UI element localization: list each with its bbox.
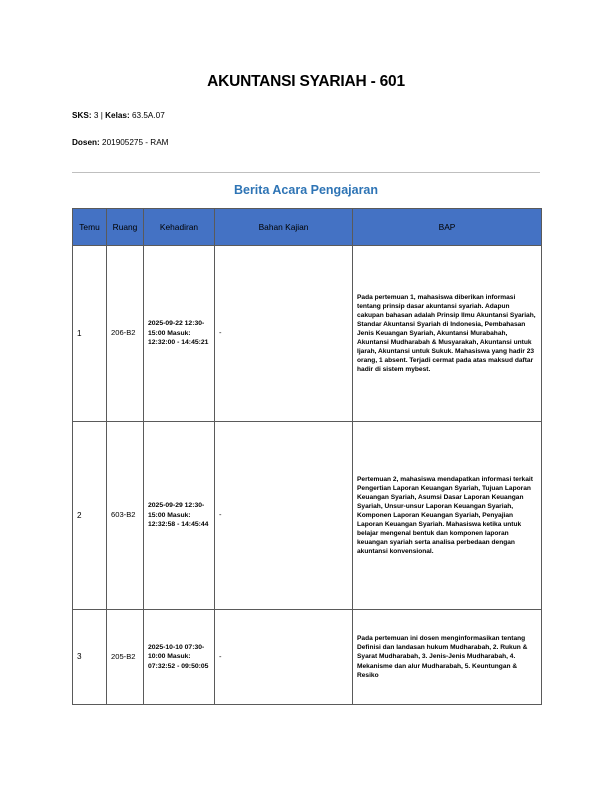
sks-kelas-line [72,111,165,120]
sks-value: 3 [93,111,99,120]
table-row [73,246,542,422]
divider [72,172,540,173]
col-header-bahan-kajian: Bahan Kajian [215,209,353,246]
cell-ruang: 603-B2 [107,422,144,610]
col-header-kehadiran: Kehadiran [144,209,215,246]
cell-kehadiran: 2025-09-29 12:30-15:00 Masuk: 12:32:58 - 14:45:44 [144,422,215,610]
cell-bahan-kajian: - [215,610,353,705]
dosen-label: Dosen: [72,138,100,147]
cell-bap: Pada pertemuan ini dosen menginformasikan tentang Definisi dan landasan hukum Mudharabah, 2. Rukun & Syarat Mudharabah, 3. Jenis-Jenis Mudharabah, 4. Mekanisme dan alur Mudharabah, 5. Keuntungan & Resiko [353,610,542,705]
cell-temu: 3 [73,610,107,705]
dosen-value: 201905275 - RAM [102,138,169,147]
col-header-ruang: Ruang [107,209,144,246]
cell-bahan-kajian: - [215,422,353,610]
cell-ruang: 205-B2 [107,610,144,705]
meta-separator: | [100,111,103,120]
cell-kehadiran: 2025-09-22 12:30-15:00 Masuk: 12:32:00 - 14:45:21 [144,246,215,422]
cell-temu: 1 [73,246,107,422]
sks-label: SKS: [72,111,92,120]
cell-bahan-kajian: - [215,246,353,422]
col-header-temu: Temu [73,209,107,246]
cell-bap: Pada pertemuan 1, mahasiswa diberikan informasi tentang prinsip dasar akuntansi syariah. Adapun cakupan bahasan adalah Prinsip Ilmu Akuntansi Syariah, Standar Akuntansi Syariah di Indonesia, Pembahasan Jenis Keuangan Syariah, Akuntansi Murabahah, Akuntansi Mudharabah & Musyarakah, Akuntansi untuk Ijarah, Akuntansi untuk Sukuk. Mahasiswa yang hadir 23 orang, 1 absent. Terjadi cermat pada atas maksud daftar hadir di sistem mybest. [353,246,542,422]
kelas-label: Kelas: [105,111,130,120]
table-row [73,610,542,705]
cell-temu: 2 [73,422,107,610]
page-title: AKUNTANSI SYARIAH - 601 [207,73,405,90]
section-title: Berita Acara Pengajaran [233,183,379,197]
table-row [73,422,542,610]
cell-ruang: 206-B2 [107,246,144,422]
bap-table [72,208,542,705]
col-header-bap: BAP [353,209,542,246]
table-header-row [73,209,542,246]
dosen-line [72,138,168,147]
cell-bap: Pertemuan 2, mahasiswa mendapatkan informasi terkait Pengertian Laporan Keuangan Syariah, Tujuan Laporan Keuangan Syariah, Asumsi Dasar Laporan Keuangan Syariah, Unsur-unsur Laporan Keuangan Syariah, Komponen Laporan Keuangan Syariah, Penyajian Laporan Keuangan Syariah. Mahasiswa ketika untuk belajar mengenal bentuk dan komponen laporan keuangan syariah serta analisa perbedaan dengan akuntansi konvensional. [353,422,542,610]
cell-kehadiran: 2025-10-10 07:30-10:00 Masuk: 07:32:52 - 09:50:05 [144,610,215,705]
kelas-value: 63.5A.07 [131,111,165,120]
